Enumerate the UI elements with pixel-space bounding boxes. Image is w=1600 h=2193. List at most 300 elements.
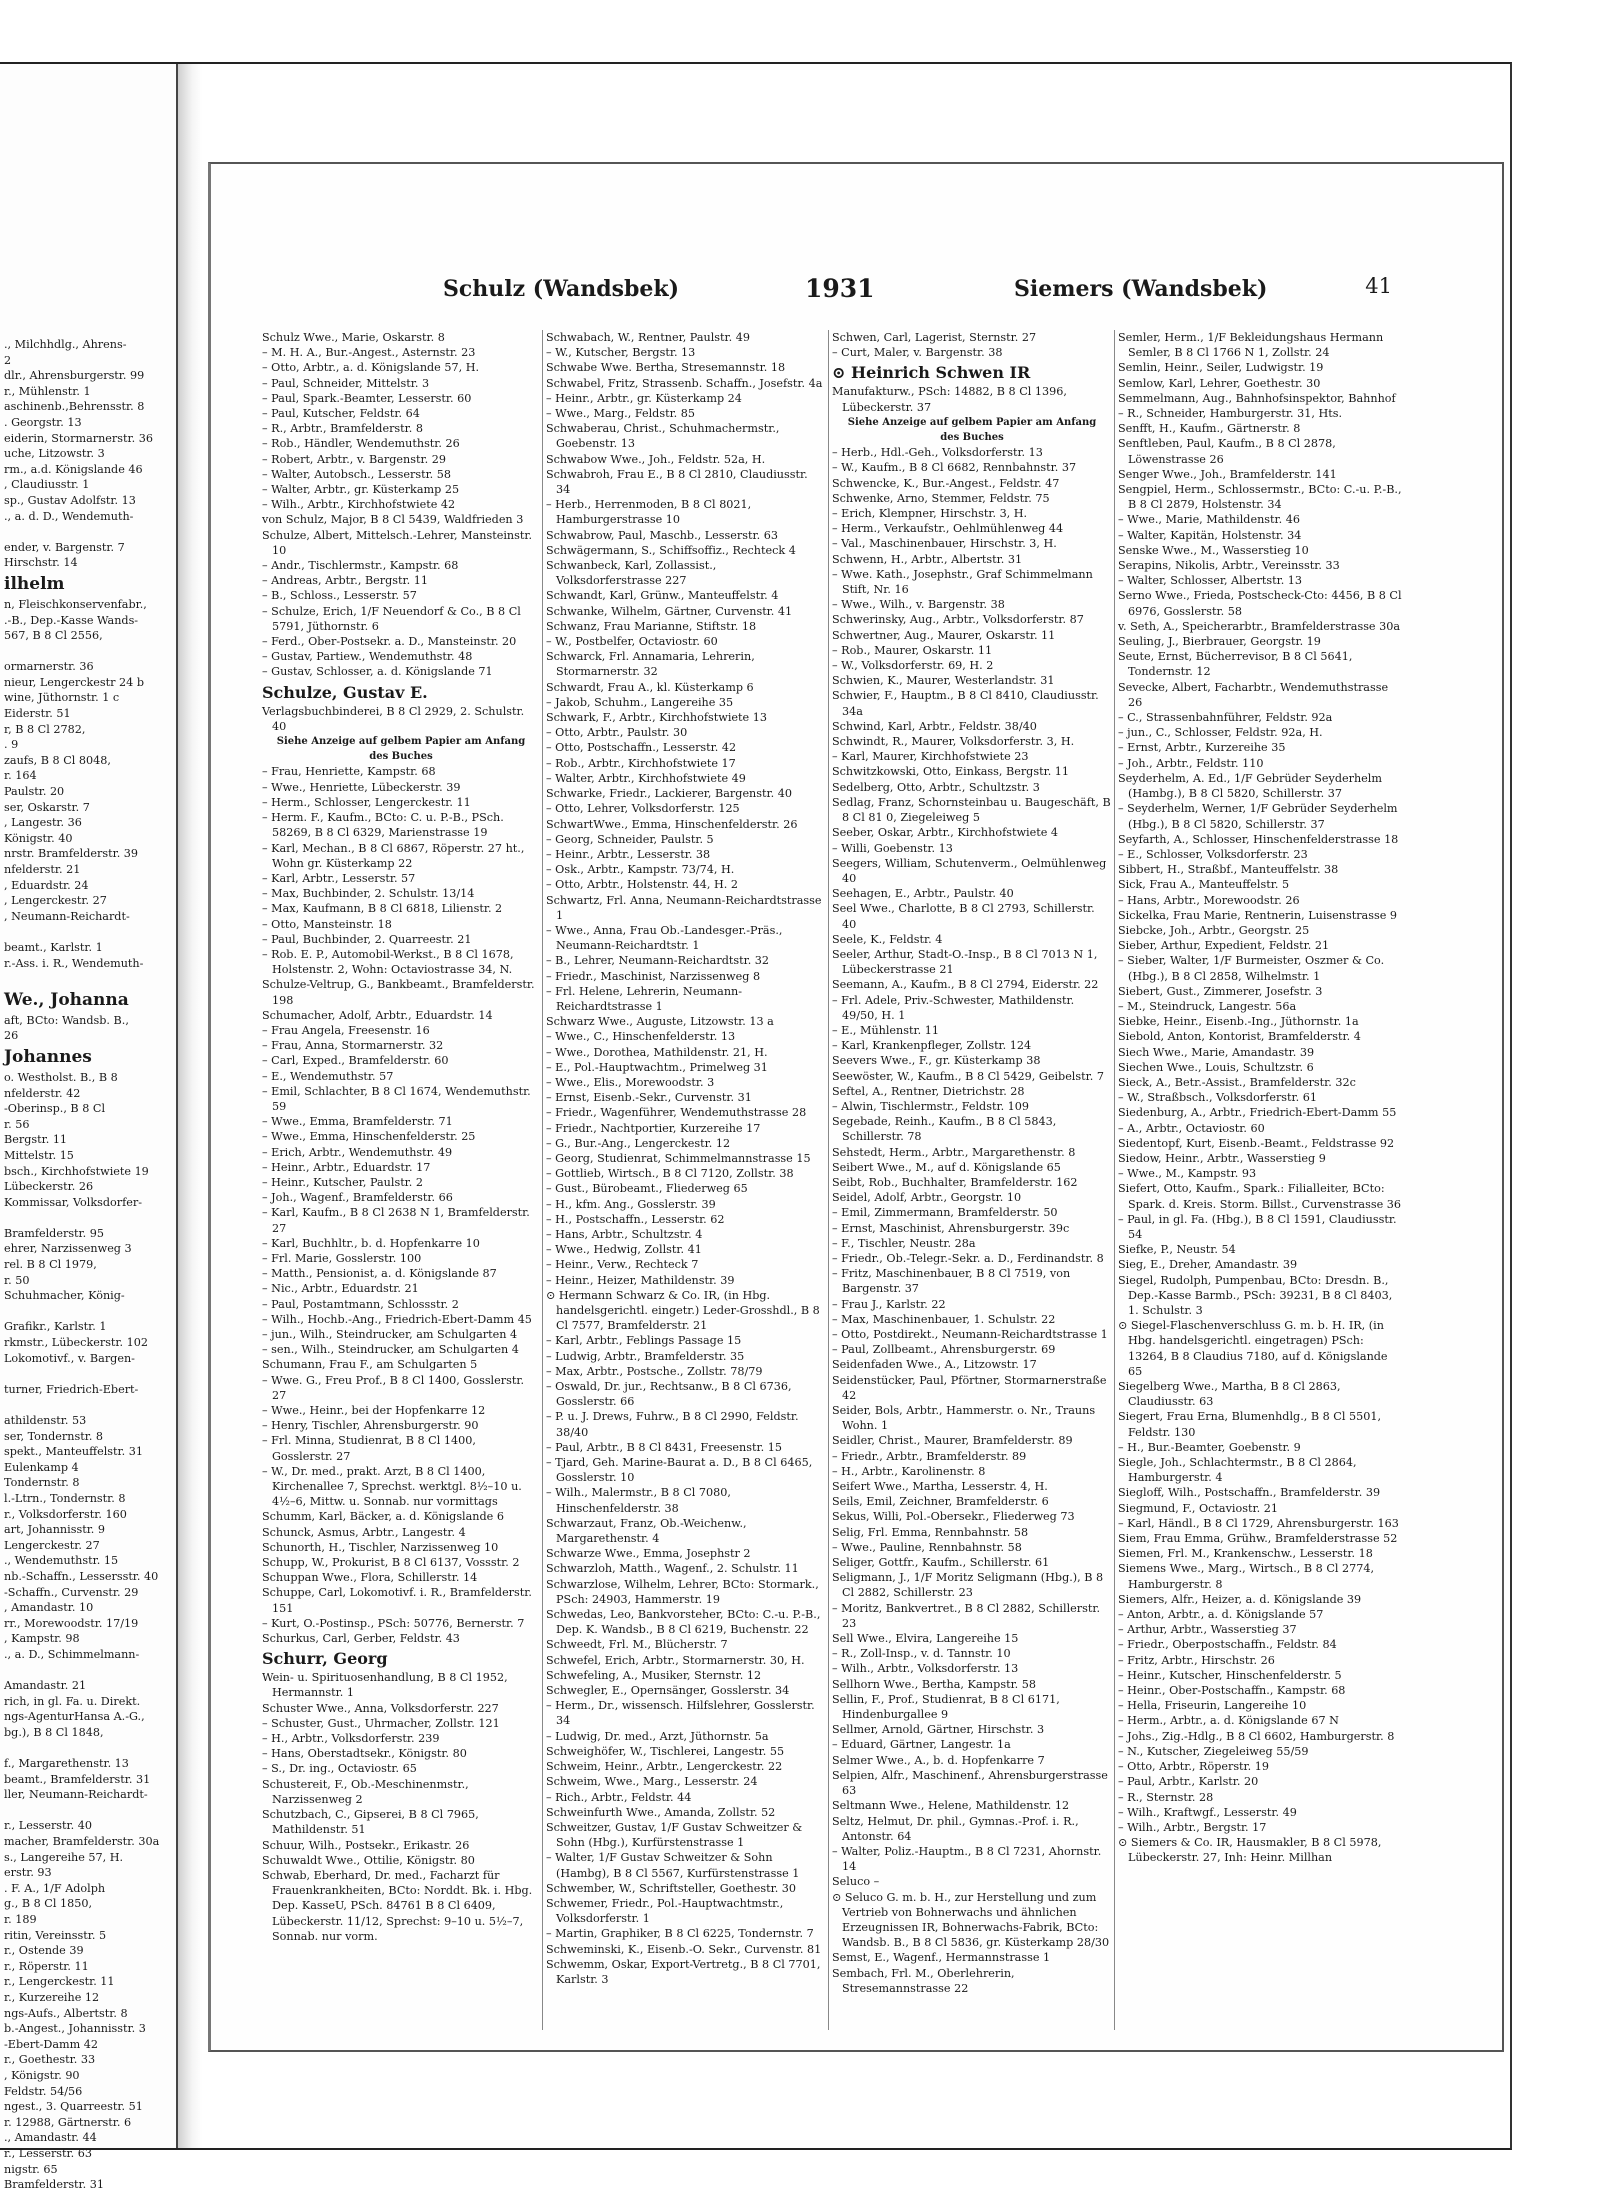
- directory-entry: – Otto, Mansteinstr. 18: [262, 917, 392, 931]
- left-fragment-line: nrstr. Bramfelderstr. 39: [4, 847, 139, 861]
- directory-entry: – Max, Maschinenbauer, 1. Schulstr. 22: [832, 1312, 1056, 1326]
- directory-entry: Schwemer, Friedr., Pol.-Hauptwachtmstr., Volksdorferstr. 1: [546, 1896, 784, 1926]
- directory-entry: Sell Wwe., Elvira, Langereihe 15: [832, 1632, 1019, 1646]
- directory-entry: – Anton, Arbtr., a. d. Königslande 57: [1118, 1608, 1324, 1622]
- left-fragment-line: macher, Bramfelderstr. 30a: [4, 1835, 160, 1849]
- left-fragment-line: We., Johanna: [4, 989, 129, 1010]
- directory-entry: – Frl. Marie, Gosslerstr. 100: [262, 1251, 422, 1265]
- left-fragment-line: s., Langereihe 57, H.: [4, 1850, 124, 1864]
- directory-entry: – Jakob, Schuhm., Langereihe 35: [546, 695, 734, 709]
- directory-entry: ⊙ Siemers & Co. IR, Hausmakler, B 8 Cl 5978, Lübeckerstr. 27, Inh: Heinr. Millhan: [1118, 1836, 1382, 1865]
- directory-entry: – Robert, Arbtr., v. Bargenstr. 29: [262, 452, 446, 466]
- directory-entry: Seuling, J., Bierbrauer, Georgstr. 19: [1118, 635, 1321, 649]
- directory-entry: – Herm., Verkaufstr., Oehlmühlenweg 44: [832, 522, 1064, 536]
- directory-entry: – Hans, Arbtr., Schultzstr. 4: [546, 1227, 703, 1241]
- directory-entry: Sedlag, Franz, Schornsteinbau u. Baugeschäft, B 8 Cl 81 0, Ziegeleiweg 5: [832, 795, 1111, 825]
- directory-entry: – C., Strassenbahnführer, Feldstr. 92a: [1118, 711, 1333, 725]
- directory-entry: – Paul, in gl. Fa. (Hbg.), B 8 Cl 1591, Claudiusstr. 54: [1118, 1212, 1397, 1241]
- directory-entry: – S., Dr. ing., Octaviostr. 65: [262, 1762, 417, 1776]
- directory-entry: Sellhorn Wwe., Bertha, Kampstr. 58: [832, 1677, 1037, 1691]
- directory-entry: – Frau Angela, Freesenstr. 16: [262, 1023, 430, 1037]
- column-rule: [542, 330, 543, 2030]
- directory-entry: – Ferd., Ober-Postsekr. a. D., Mansteinstr. 20: [262, 635, 517, 649]
- directory-entry: – W., Straßbsch., Volksdorferstr. 61: [1118, 1091, 1317, 1105]
- directory-entry: Schulze, Albert, Mittelsch.-Lehrer, Mansteinstr. 10: [262, 528, 533, 557]
- left-fragment-line: Hirschstr. 14: [4, 556, 78, 570]
- directory-entry: Schuwaldt Wwe., Ottilie, Königstr. 80: [262, 1853, 475, 1867]
- directory-entry: Schweedt, Frl. M., Blücherstr. 7: [546, 1638, 728, 1652]
- directory-entry: – Karl, Kaufm., B 8 Cl 2638 N 1, Bramfelderstr. 27: [262, 1206, 530, 1235]
- directory-entry: – Nic., Arbtr., Eduardstr. 21: [262, 1282, 419, 1296]
- header-right-range: Siemers (Wandsbek): [1014, 276, 1268, 302]
- directory-entry: Siedentopf, Kurt, Eisenb.-Beamt., Feldstrasse 92: [1118, 1136, 1395, 1150]
- left-fragment-line: Königstr. 40: [4, 831, 73, 845]
- directory-entry: – Rob., Arbtr., Kirchhofstwiete 17: [546, 756, 736, 770]
- directory-entry: von Schulz, Major, B 8 Cl 5439, Waldfrieden 3: [262, 513, 524, 527]
- left-fragment-line: 2: [4, 353, 12, 367]
- directory-entry: Sengpiel, Herm., Schlossermstr., BCto: C.-u. P.-B., B 8 Cl 2879, Holstenstr. 34: [1118, 483, 1402, 512]
- left-fragment-line: o. Westholst. B., B 8: [4, 1070, 118, 1084]
- left-fragment-line: art, Johannisstr. 9: [4, 1523, 106, 1537]
- directory-entry: – F., Tischler, Neustr. 28a: [832, 1236, 976, 1250]
- left-fragment-line: ender, v. Bargenstr. 7: [4, 540, 125, 554]
- left-fragment-line: ser, Oskarstr. 7: [4, 800, 90, 814]
- directory-entry: Schuppan Wwe., Flora, Schillerstr. 14: [262, 1571, 478, 1585]
- left-fragment-line: sp., Gustav Adolfstr. 13: [4, 493, 136, 507]
- directory-entry: Schupp, W., Prokurist, B 8 Cl 6137, Vossstr. 2: [262, 1556, 520, 1570]
- directory-entry: – B., Lehrer, Neumann-Reichardtstr. 32: [546, 954, 770, 968]
- left-fragment-line: Schuhmacher, König-: [4, 1289, 125, 1303]
- directory-entry: Schwarzaut, Franz, Ob.-Weichenw., Margarethenstr. 4: [546, 1516, 747, 1546]
- directory-entry: Siegmund, F., Octaviostr. 21: [1118, 1501, 1278, 1515]
- left-fragment-line: Mittelstr. 15: [4, 1148, 74, 1162]
- directory-entry: – Wwe., Emma, Hinschenfelderstr. 25: [262, 1130, 476, 1144]
- directory-entry: – H., Arbtr., Volksdorferstr. 239: [262, 1732, 440, 1746]
- directory-entry: – R., Zoll-Insp., v. d. Tannstr. 10: [832, 1647, 1011, 1661]
- directory-entry: Schunorth, H., Tischler, Narzissenweg 10: [262, 1540, 499, 1554]
- directory-entry: Schuppe, Carl, Lokomotivf. i. R., Bramfelderstr. 151: [262, 1586, 532, 1615]
- directory-entry: – Ernst, Maschinist, Ahrensburgerstr. 39c: [832, 1221, 1070, 1235]
- directory-entry: – Emil, Schlachter, B 8 Cl 1674, Wendemuthstr. 59: [262, 1084, 531, 1113]
- directory-entry: – Max, Arbtr., Postsche., Zollstr. 78/79: [546, 1364, 763, 1378]
- directory-entry: Siem, Frau Emma, Grühw., Bramfelderstrasse 52: [1118, 1532, 1398, 1546]
- directory-entry: – Rob., Händler, Wendemuthstr. 26: [262, 437, 460, 451]
- directory-entry: – Wwe., Pauline, Rennbahnstr. 58: [832, 1540, 1022, 1554]
- directory-entry: Seeber, Oskar, Arbtr., Kirchhofstwiete 4: [832, 826, 1059, 840]
- directory-entry: Schwerinsky, Aug., Arbtr., Volksdorferstr. 87: [832, 613, 1084, 627]
- directory-entry: Schwabrow, Paul, Maschb., Lesserstr. 63: [546, 528, 778, 542]
- directory-entry: Seidenfaden Wwe., A., Litzowstr. 17: [832, 1358, 1037, 1372]
- directory-entry: – Arthur, Arbtr., Wasserstieg 37: [1118, 1623, 1297, 1637]
- directory-entry: – Paul, Arbtr., B 8 Cl 8431, Freesenstr. 15: [546, 1440, 782, 1454]
- directory-entry: – Rich., Arbtr., Feldstr. 44: [546, 1790, 692, 1804]
- directory-entry: v. Seth, A., Speicherarbtr., Bramfelderstrasse 30a: [1118, 619, 1401, 633]
- directory-entry: – Oswald, Dr. jur., Rechtsanw., B 8 Cl 6736, Gosslerstr. 66: [546, 1380, 792, 1409]
- directory-column-4: [1118, 330, 1402, 2030]
- directory-entry: Schwanz, Frau Marianne, Stiftstr. 18: [546, 619, 757, 633]
- directory-entry: – R., Sternstr. 28: [1118, 1790, 1214, 1804]
- directory-column-1: [262, 330, 540, 2030]
- directory-entry: – Joh., Arbtr., Feldstr. 110: [1118, 756, 1264, 770]
- directory-entry: – Wilh., Kraftwgf., Lesserstr. 49: [1118, 1805, 1297, 1819]
- directory-entry: Siebold, Anton, Kontorist, Bramfelderstr. 4: [1118, 1030, 1361, 1044]
- left-fragment-line: r.-Ass. i. R., Wendemuth-: [4, 956, 144, 970]
- directory-entry: – Tjard, Geh. Marine-Baurat a. D., B 8 Cl 6465, Gosslerstr. 10: [546, 1456, 813, 1485]
- left-fragment-line: , Neumann-Reichardt-: [4, 909, 130, 923]
- left-fragment-line: aft, BCto: Wandsb. B.,: [4, 1013, 129, 1027]
- directory-entry: – W., Postbelfer, Octaviostr. 60: [546, 635, 718, 649]
- left-fragment-line: 26: [4, 1029, 19, 1043]
- directory-entry: Siegel, Rudolph, Pumpenbau, BCto: Dresdn. B., Dep.-Kasse Barmb., PSch: 39231, B 8 Cl 8403, 1. Schulstr. 3: [1118, 1273, 1393, 1317]
- directory-entry: – H., Bur.-Beamter, Goebenstr. 9: [1118, 1440, 1301, 1454]
- directory-entry: – Otto, Arbtr., Röperstr. 19: [1118, 1760, 1270, 1774]
- directory-entry: – Heinr., Ober-Postschaffn., Kampstr. 68: [1118, 1684, 1346, 1698]
- directory-entry: – W., Kutscher, Bergstr. 13: [546, 346, 696, 360]
- directory-entry: Siedow, Heinr., Arbtr., Wasserstieg 9: [1118, 1151, 1326, 1165]
- directory-entry: – Walter, Arbtr., gr. Küsterkamp 25: [262, 483, 460, 497]
- directory-entry: – Carl, Exped., Bramfelderstr. 60: [262, 1054, 449, 1068]
- directory-entry: – Hans, Oberstadtsekr., Königstr. 80: [262, 1747, 467, 1761]
- directory-entry: – Frau, Anna, Stormarnerstr. 32: [262, 1039, 444, 1053]
- directory-entry: Seute, Ernst, Bücherrevisor, B 8 Cl 5641, Tondernstr. 12: [1118, 650, 1353, 679]
- left-fragment-line: erstr. 93: [4, 1866, 52, 1880]
- left-fragment-line: r. 56: [4, 1117, 30, 1131]
- left-fragment-line: ormarnerstr. 36: [4, 660, 94, 674]
- directory-entry: Schweminski, K., Eisenb.-O. Sekr., Curvenstr. 81: [546, 1942, 822, 1956]
- directory-entry: Schwarze Wwe., Emma, Josephstr 2: [546, 1547, 751, 1561]
- directory-entry: Siemens Wwe., Marg., Wirtsch., B 8 Cl 2774, Hamburgerstr. 8: [1118, 1562, 1375, 1591]
- directory-entry: ⊙ Seluco G. m. b. H., zur Herstellung und zum Vertrieb von Bohnerwachs und ähnlichen Erzeugnissen IR, Bohnerwachs-Fabrik, BCto: Wandsb. B., B 8 Cl 5836, gr. Küsterkamp 28/30: [832, 1890, 1110, 1950]
- left-fragment-line: Eiderstr. 51: [4, 707, 71, 721]
- directory-entry: Schumann, Frau F., am Schulgarten 5: [262, 1358, 478, 1372]
- directory-entry: – W., Volksdorferstr. 69, H. 2: [832, 659, 994, 673]
- directory-entry: Seliger, Gottfr., Kaufm., Schillerstr. 61: [832, 1556, 1050, 1570]
- directory-entry: – Ludwig, Dr. med., Arzt, Jüthornstr. 5a: [546, 1729, 769, 1743]
- directory-entry: – Otto, Postdirekt., Neumann-Reichardtstrasse 1: [832, 1328, 1108, 1341]
- directory-entry: – Matth., Pensionist, a. d. Königslande 87: [262, 1267, 497, 1281]
- directory-entry: Sembach, Frl. M., Oberlehrerin, Stresemannstrasse 22: [832, 1966, 1015, 1995]
- directory-entry: – Walter, Schlosser, Albertstr. 13: [1118, 574, 1303, 588]
- directory-entry: – Wwe., Hedwig, Zollstr. 41: [546, 1243, 702, 1257]
- directory-entry: Sevecke, Albert, Facharbtr., Wendemuthstrasse 26: [1118, 680, 1389, 709]
- directory-entry: Seele, K., Feldstr. 4: [832, 932, 943, 946]
- directory-entry: – E., Mühlenstr. 11: [832, 1023, 939, 1037]
- directory-entry: Schwenn, H., Arbtr., Albertstr. 31: [832, 552, 1023, 566]
- directory-entry: – Frl. Helene, Lehrerin, Neumann-Reichardtstrasse 1: [546, 984, 743, 1013]
- directory-entry: – Heinr., Kutscher, Hinschenfelderstr. 5: [1118, 1668, 1342, 1682]
- directory-entry: – Fritz, Arbtr., Hirschstr. 26: [1118, 1653, 1275, 1667]
- directory-entry: Sickelka, Frau Marie, Rentnerin, Luisenstrasse 9: [1118, 908, 1397, 922]
- directory-entry: – Wilh., Arbtr., Bergstr. 17: [1118, 1820, 1267, 1834]
- directory-entry: – Rob. E. P., Automobil-Werkst., B 8 Cl 1678, Holstenstr. 2, Wohn: Octaviostrasse 34, N.: [262, 947, 514, 977]
- directory-entry: – Seyderhelm, Werner, 1/F Gebrüder Seyderhelm (Hbg.), B 8 Cl 5820, Schillerstr. 37: [1118, 802, 1398, 831]
- directory-column-2: [546, 330, 824, 2030]
- left-fragment-line: , Claudiusstr. 1: [4, 478, 90, 492]
- directory-entry: – Hans, Arbtr., Morewoodstr. 26: [1118, 893, 1300, 907]
- directory-entry: – Otto, Arbtr., Paulstr. 30: [546, 726, 688, 740]
- left-fragment-line: Tondernstr. 8: [4, 1476, 80, 1490]
- left-fragment-line: ., a. d. D., Wendemuth-: [4, 509, 134, 523]
- directory-entry: – Kurt, O.-Postinsp., PSch: 50776, Bernerstr. 7: [262, 1616, 525, 1630]
- directory-entry: Schwen, Carl, Lagerist, Sternstr. 27: [832, 331, 1037, 344]
- directory-entry: – Ernst, Arbtr., Kurzereihe 35: [1118, 741, 1286, 755]
- directory-entry: Siebcke, Joh., Arbtr., Georgstr. 25: [1118, 923, 1310, 937]
- ad-notice: Siehe Anzeige auf gelbem Papier am Anfang des Buches: [847, 416, 1097, 444]
- left-fragment-line: ngest., 3. Quarreestr. 51: [4, 2100, 143, 2114]
- directory-entry: – Friedr., Ob.-Telegr.-Sekr. a. D., Ferdinandstr. 8: [832, 1251, 1104, 1265]
- directory-entry: – Erich, Klempner, Hirschstr. 3, H.: [832, 507, 1028, 521]
- left-fragment-line: nigstr. 65: [4, 2162, 58, 2176]
- left-page-column: [4, 337, 174, 2192]
- directory-entry: Schwitzkowski, Otto, Einkass, Bergstr. 11: [832, 765, 1070, 779]
- directory-entry: Schwien, K., Maurer, Westerlandstr. 31: [832, 674, 1055, 688]
- directory-entry: – Walter, Kapitän, Holstenstr. 34: [1118, 528, 1302, 542]
- directory-entry: – Wwe., C., Hinschenfelderstr. 13: [546, 1030, 736, 1044]
- directory-entry: Schweitzer, Gustav, 1/F Gustav Schweitzer & Sohn (Hbg.), Kurfürstenstrasse 1: [546, 1820, 803, 1850]
- directory-entry: Semst, E., Wagenf., Hermannstrasse 1: [832, 1951, 1051, 1965]
- directory-entry: – Andreas, Arbtr., Bergstr. 11: [262, 574, 429, 588]
- directory-entry: – Rob., Maurer, Oskarstr. 11: [832, 643, 993, 657]
- column-rule: [1114, 330, 1115, 2030]
- left-fragment-line: uche, Litzowstr. 3: [4, 447, 105, 461]
- left-fragment-line: . 9: [4, 738, 19, 752]
- directory-entry: Schwabroh, Frau E., B 8 Cl 2810, Claudiusstr. 34: [546, 467, 808, 497]
- directory-entry: Sibbert, H., Straßbf., Manteuffelstr. 38: [1118, 863, 1339, 877]
- left-fragment-line: nfelderstr. 21: [4, 863, 81, 876]
- left-fragment-line: r. 50: [4, 1273, 30, 1287]
- directory-entry: – Heinr., Arbtr., gr. Küsterkamp 24: [546, 391, 742, 405]
- directory-entry: Sieber, Arthur, Expedient, Feldstr. 21: [1118, 939, 1330, 953]
- directory-entry: – Otto, Arbtr., a. d. Königslande 57, H.: [262, 361, 480, 375]
- directory-entry: – Max, Kaufmann, B 8 Cl 6818, Lilienstr. 2: [262, 902, 503, 916]
- left-fragment-line: -Schaffn., Curvenstr. 29: [4, 1585, 139, 1599]
- directory-entry: – Osk., Arbtr., Kampstr. 73/74, H.: [546, 863, 735, 877]
- directory-entry: – Otto, Lehrer, Volksdorferstr. 125: [546, 802, 740, 816]
- left-fragment-line: r. 164: [4, 769, 37, 783]
- directory-entry: – Walter, Poliz.-Hauptm., B 8 Cl 7231, Ahornstr. 14: [832, 1844, 1102, 1874]
- left-fragment-line: [4, 1366, 174, 1382]
- left-fragment-line: g., B 8 Cl 1850,: [4, 1897, 93, 1911]
- directory-entry: Schweighöfer, W., Tischlerei, Langestr. 55: [546, 1744, 785, 1758]
- directory-entry: – Alwin, Tischlermstr., Feldstr. 109: [832, 1099, 1030, 1113]
- left-fragment-line: ilhelm: [4, 573, 65, 594]
- left-fragment-line: rkmstr., Lübeckerstr. 102: [4, 1336, 149, 1350]
- directory-entry: Semmelmann, Aug., Bahnhofsinspektor, Bahnhof: [1118, 391, 1396, 405]
- directory-entry: – Eduard, Gärtner, Langestr. 1a: [832, 1738, 1011, 1752]
- left-fragment-line: ser, Tondernstr. 8: [4, 1429, 104, 1443]
- directory-entry: Seegers, William, Schutenverm., Oelmühlenweg 40: [832, 856, 1107, 885]
- directory-entry: – jun., C., Schlosser, Feldstr. 92a, H.: [1118, 726, 1323, 740]
- directory-entry: – Ludwig, Arbtr., Bramfelderstr. 35: [546, 1349, 745, 1363]
- left-fragment-line: ritin, Vereinsstr. 5: [4, 1928, 107, 1942]
- directory-entry: Senfft, H., Kaufm., Gärtnerstr. 8: [1118, 422, 1301, 436]
- directory-entry: – Herm. F., Kaufm., BCto: C. u. P.-B., PSch. 58269, B 8 Cl 6329, Marienstrasse 19: [262, 811, 504, 840]
- directory-entry: – Paul, Schneider, Mittelstr. 3: [262, 376, 430, 390]
- directory-entry: – Wwe., Emma, Bramfelderstr. 71: [262, 1115, 453, 1129]
- left-fragment-line: [4, 1397, 174, 1413]
- directory-entry: Seifert Wwe., Martha, Lesserstr. 4, H.: [832, 1480, 1048, 1494]
- directory-entry: Schwabow Wwe., Joh., Feldstr. 52a, H.: [546, 452, 766, 466]
- directory-entry: – R., Arbtr., Bramfelderstr. 8: [262, 422, 424, 436]
- directory-entry: Seibert Wwe., M., auf d. Königslande 65: [832, 1160, 1061, 1174]
- directory-entry: – B., Schloss., Lesserstr. 57: [262, 589, 417, 603]
- left-fragment-line: [4, 1304, 174, 1320]
- directory-entry: – N., Kutscher, Ziegeleiweg 55/59: [1118, 1744, 1309, 1758]
- directory-entry: Schwardt, Frau A., kl. Küsterkamp 6: [546, 680, 754, 694]
- left-fragment-line: ., a. D., Schimmelmann-: [4, 1647, 140, 1661]
- directory-entry: Serapins, Nikolis, Arbtr., Vereinsstr. 33: [1118, 559, 1340, 573]
- left-fragment-line: r., Lengerckestr. 11: [4, 1975, 115, 1989]
- directory-entry: Schwabach, W., Rentner, Paulstr. 49: [546, 331, 750, 344]
- directory-entry: Sieg, E., Dreher, Amandastr. 39: [1118, 1258, 1298, 1272]
- directory-entry: – Herm., Schlosser, Lengerckestr. 11: [262, 795, 471, 809]
- directory-heading: Schulze, Gustav E.: [262, 682, 428, 702]
- directory-entry: – Val., Maschinenbauer, Hirschstr. 3, H.: [832, 537, 1057, 551]
- directory-entry: Seyderhelm, A. Ed., 1/F Gebrüder Seyderhelm (Hambg.), B 8 Cl 5820, Schillerstr. 37: [1118, 771, 1382, 801]
- directory-entry: Schwanke, Wilhelm, Gärtner, Curvenstr. 41: [546, 604, 793, 618]
- directory-entry: – Friedr., Maschinist, Narzissenweg 8: [546, 969, 761, 983]
- directory-entry: Sick, Frau A., Manteuffelstr. 5: [1118, 878, 1290, 892]
- left-fragment-line: r. 12988, Gärtnerstr. 6: [4, 2115, 132, 2129]
- directory-entry: Schwind, Karl, Arbtr., Feldstr. 38/40: [832, 719, 1037, 733]
- directory-entry: – Paul, Kutscher, Feldstr. 64: [262, 407, 420, 421]
- directory-entry: – Wwe., Elis., Morewoodstr. 3: [546, 1075, 715, 1089]
- left-fragment-line: [4, 971, 174, 987]
- directory-entry: – Emil, Zimmermann, Bramfelderstr. 50: [832, 1206, 1058, 1220]
- directory-entry: Schuur, Wilh., Postsekr., Erikastr. 26: [262, 1838, 470, 1852]
- left-fragment-line: , Königstr. 90: [4, 2068, 80, 2082]
- left-fragment-line: .-B., Dep.-Kasse Wands-: [4, 613, 139, 627]
- book-gutter: [178, 64, 202, 2148]
- directory-entry: Selig, Frl. Emma, Rennbahnstr. 58: [832, 1525, 1029, 1539]
- left-fragment-line: r., Lesserstr. 40: [4, 1819, 92, 1833]
- left-fragment-line: r., Kurzereihe 12: [4, 1990, 100, 2004]
- directory-entry: – Karl, Arbtr., Feblings Passage 15: [546, 1334, 742, 1348]
- directory-entry: Schweim, Wwe., Marg., Lesserstr. 24: [546, 1775, 758, 1789]
- directory-entry: Seibt, Rob., Buchhalter, Bramfelderstr. 162: [832, 1175, 1078, 1189]
- directory-entry: Schwanbeck, Karl, Zollassist., Volksdorferstrasse 227: [546, 559, 717, 588]
- directory-entry: – Schuster, Gust., Uhrmacher, Zollstr. 121: [262, 1716, 500, 1730]
- directory-entry: Schwarzlose, Wilhelm, Lehrer, BCto: Stormark., PSch: 24903, Hammerstr. 19: [546, 1577, 819, 1606]
- directory-entry: Segebade, Reinh., Kaufm., B 8 Cl 5843, Schillerstr. 78: [832, 1115, 1057, 1144]
- left-fragment-line: r., Röperstr. 11: [4, 1959, 89, 1973]
- directory-heading: Schurr, Georg: [262, 1649, 388, 1669]
- directory-entry: Schwember, W., Schriftsteller, Goethestr. 30: [546, 1881, 797, 1895]
- directory-entry: – Curt, Maler, v. Bargenstr. 38: [832, 346, 1003, 360]
- left-fragment-line: Bergstr. 11: [4, 1133, 68, 1147]
- page-number: 41: [1365, 274, 1392, 298]
- left-fragment-line: beamt., Karlstr. 1: [4, 940, 103, 954]
- directory-entry: Schwemm, Oskar, Export-Vertretg., B 8 Cl 7701, Karlstr. 3: [546, 1957, 821, 1986]
- directory-entry: Schwabe Wwe. Bertha, Stresemannstr. 18: [546, 361, 786, 375]
- directory-entry: – Friedr., Nachtportier, Kurzereihe 17: [546, 1121, 761, 1135]
- directory-entry: Schwark, F., Arbtr., Kirchhofstwiete 13: [546, 711, 767, 725]
- directory-entry: Siefke, P., Neustr. 54: [1118, 1243, 1236, 1257]
- directory-entry: Siebke, Heinr., Eisenb.-Ing., Jüthornstr. 1a: [1118, 1015, 1359, 1029]
- left-fragment-line: [4, 1803, 174, 1819]
- left-fragment-line: aschinenb.,Behrensstr. 8: [4, 400, 145, 414]
- directory-entry: – R., Schneider, Hamburgerstr. 31, Hts.: [1118, 407, 1343, 421]
- directory-entry: Siegloff, Wilh., Postschaffn., Bramfelderstr. 39: [1118, 1486, 1381, 1500]
- directory-entry: – Wwe., M., Kampstr. 93: [1118, 1167, 1257, 1181]
- directory-entry: Schwefeling, A., Musiker, Sternstr. 12: [546, 1668, 762, 1682]
- directory-entry: Schwarzloh, Matth., Wagenf., 2. Schulstr. 11: [546, 1562, 799, 1576]
- directory-entry: – Frau J., Karlstr. 22: [832, 1297, 946, 1311]
- left-fragment-line: zaufs, B 8 Cl 8048,: [4, 753, 111, 767]
- left-fragment-line: , Langestr. 36: [4, 816, 82, 830]
- directory-entry: Schunck, Asmus, Arbtr., Langestr. 4: [262, 1525, 466, 1539]
- directory-entry: – Walter, 1/F Gustav Schweitzer & Sohn (Hambg), B 8 Cl 5567, Kurfürstenstrasse 1: [546, 1851, 800, 1880]
- left-fragment-line: dlr., Ahrensburgerstr. 99: [4, 369, 145, 383]
- directory-entry: – Heinr., Heizer, Mathildenstr. 39: [546, 1273, 735, 1287]
- directory-entry: Schwarck, Frl. Annamaria, Lehrerin, Stormarnerstr. 32: [546, 650, 755, 679]
- page-header: [238, 270, 1406, 306]
- directory-entry: – Willi, Goebenstr. 13: [832, 841, 953, 855]
- directory-entry: Schwab, Eberhard, Dr. med., Facharzt für Frauenkrankheiten, BCto: Norddt. Bk. i. Hbg. Dep. KasseU, PSch. 84761 B 8 Cl 6409, Lübeckerstr. 11/12, Sprechst: 9–10 u. 5½–7, Sonnab. nur vorm.: [262, 1868, 533, 1943]
- directory-entry: Schwindt, R., Maurer, Volksdorferstr. 3, H.: [832, 735, 1075, 749]
- directory-entry: Seewöster, W., Kaufm., B 8 Cl 5429, Geibelstr. 7: [832, 1069, 1104, 1083]
- directory-entry: Schulze-Veltrup, G., Bankbeamt., Bramfelderstr. 198: [262, 978, 535, 1007]
- directory-entry: – Henry, Tischler, Ahrensburgerstr. 90: [262, 1419, 479, 1433]
- directory-entry: Schumm, Karl, Bäcker, a. d. Königslande 6: [262, 1510, 504, 1524]
- left-fragment-line: ., Milchhdlg., Ahrens-: [4, 338, 127, 351]
- directory-entry: – Frl. Minna, Studienrat, B 8 Cl 1400, Gosslerstr. 27: [262, 1434, 476, 1463]
- directory-entry: Sehstedt, Herm., Arbtr., Margarethenstr. 8: [832, 1145, 1076, 1159]
- directory-entry: Siedenburg, A., Arbtr., Friedrich-Ebert-Damm 55: [1118, 1106, 1397, 1120]
- directory-entry: – Joh., Wagenf., Bramfelderstr. 66: [262, 1191, 453, 1205]
- directory-entry: Schwedas, Leo, Bankvorsteher, BCto: C.-u. P.-B., Dep. K. Wandsb., B 8 Cl 6219, Buchenstr. 22: [546, 1608, 821, 1637]
- left-fragment-line: rr., Morewoodstr. 17/19: [4, 1616, 139, 1630]
- directory-entry: – Georg, Schneider, Paulstr. 5: [546, 832, 714, 846]
- directory-entry: – Georg, Studienrat, Schimmelmannstrasse 15: [546, 1151, 811, 1165]
- directory-entry: – Otto, Arbtr., Holstenstr. 44, H. 2: [546, 878, 738, 892]
- directory-entry: – Wilh., Arbtr., Kirchhofstwiete 42: [262, 498, 456, 512]
- left-fragment-line: Kommissar, Volksdorfer-: [4, 1195, 142, 1209]
- directory-entry: Sellmer, Arnold, Gärtner, Hirschstr. 3: [832, 1723, 1045, 1737]
- directory-entry: Seidler, Christ., Maurer, Bramfelderstr. 89: [832, 1434, 1073, 1448]
- directory-entry: Schwandt, Karl, Grünw., Manteuffelstr. 4: [546, 589, 779, 603]
- left-fragment-line: r., Ostende 39: [4, 1944, 84, 1958]
- directory-entry: Seils, Emil, Zeichner, Bramfelderstr. 6: [832, 1495, 1049, 1509]
- left-fragment-line: ., Wendemuthstr. 15: [4, 1554, 119, 1568]
- left-fragment-line: [4, 1663, 174, 1679]
- directory-entry: Selpien, Alfr., Maschinenf., Ahrensburgerstrasse 63: [832, 1768, 1108, 1798]
- directory-entry: – Gustav, Partiew., Wendemuthstr. 48: [262, 650, 473, 664]
- directory-entry: – sen., Wilh., Steindrucker, am Schulgarten 4: [262, 1343, 519, 1357]
- directory-entry: Seftel, A., Rentner, Dietrichstr. 28: [832, 1084, 1025, 1098]
- directory-entry: – Johs., Zig.-Hdlg., B 8 Cl 6602, Hamburgerstr. 8: [1118, 1729, 1395, 1743]
- left-fragment-line: r., Volksdorferstr. 160: [4, 1507, 127, 1521]
- directory-entry: – H., Postschaffn., Lesserstr. 62: [546, 1212, 725, 1226]
- left-fragment-line: [4, 924, 174, 940]
- directory-entry: – Karl, Maurer, Kirchhofstwiete 23: [832, 750, 1029, 764]
- directory-entry: – Paul, Buchbinder, 2. Quarreestr. 21: [262, 932, 472, 946]
- directory-entry: Senftleben, Paul, Kaufm., B 8 Cl 2878, Löwenstrasse 26: [1118, 437, 1336, 466]
- directory-entry: Siegle, Joh., Schlachtermstr., B 8 Cl 2864, Hamburgerstr. 4: [1118, 1456, 1357, 1485]
- directory-entry: Seidenstücker, Paul, Pförtner, Stormarnerstraße 42: [832, 1373, 1107, 1402]
- directory-entry: Siegert, Frau Erna, Blumenhdlg., B 8 Cl 5501, Feldstr. 130: [1118, 1410, 1382, 1439]
- directory-entry: Seligmann, J., 1/F Moritz Seligmann (Hbg.), B 8 Cl 2882, Schillerstr. 23: [832, 1571, 1104, 1600]
- directory-entry: Siechen Wwe., Louis, Schultzstr. 6: [1118, 1060, 1314, 1074]
- directory-entry: – H., kfm. Ang., Gosslerstr. 39: [546, 1197, 716, 1211]
- left-fragment-line: Grafikr., Karlstr. 1: [4, 1320, 107, 1334]
- left-fragment-line: spekt., Manteuffelstr. 31: [4, 1445, 143, 1459]
- left-fragment-line: 567, B 8 Cl 2556,: [4, 629, 103, 643]
- directory-entry: Schulz Wwe., Marie, Oskarstr. 8: [262, 331, 445, 344]
- directory-entry: Schwabel, Fritz, Strassenb. Schaffn., Josefstr. 4a: [546, 376, 823, 390]
- directory-entry: Schwier, F., Hauptm., B 8 Cl 8410, Claudiusstr. 34a: [832, 689, 1099, 718]
- left-fragment-line: Lokomotivf., v. Bargen-: [4, 1351, 135, 1365]
